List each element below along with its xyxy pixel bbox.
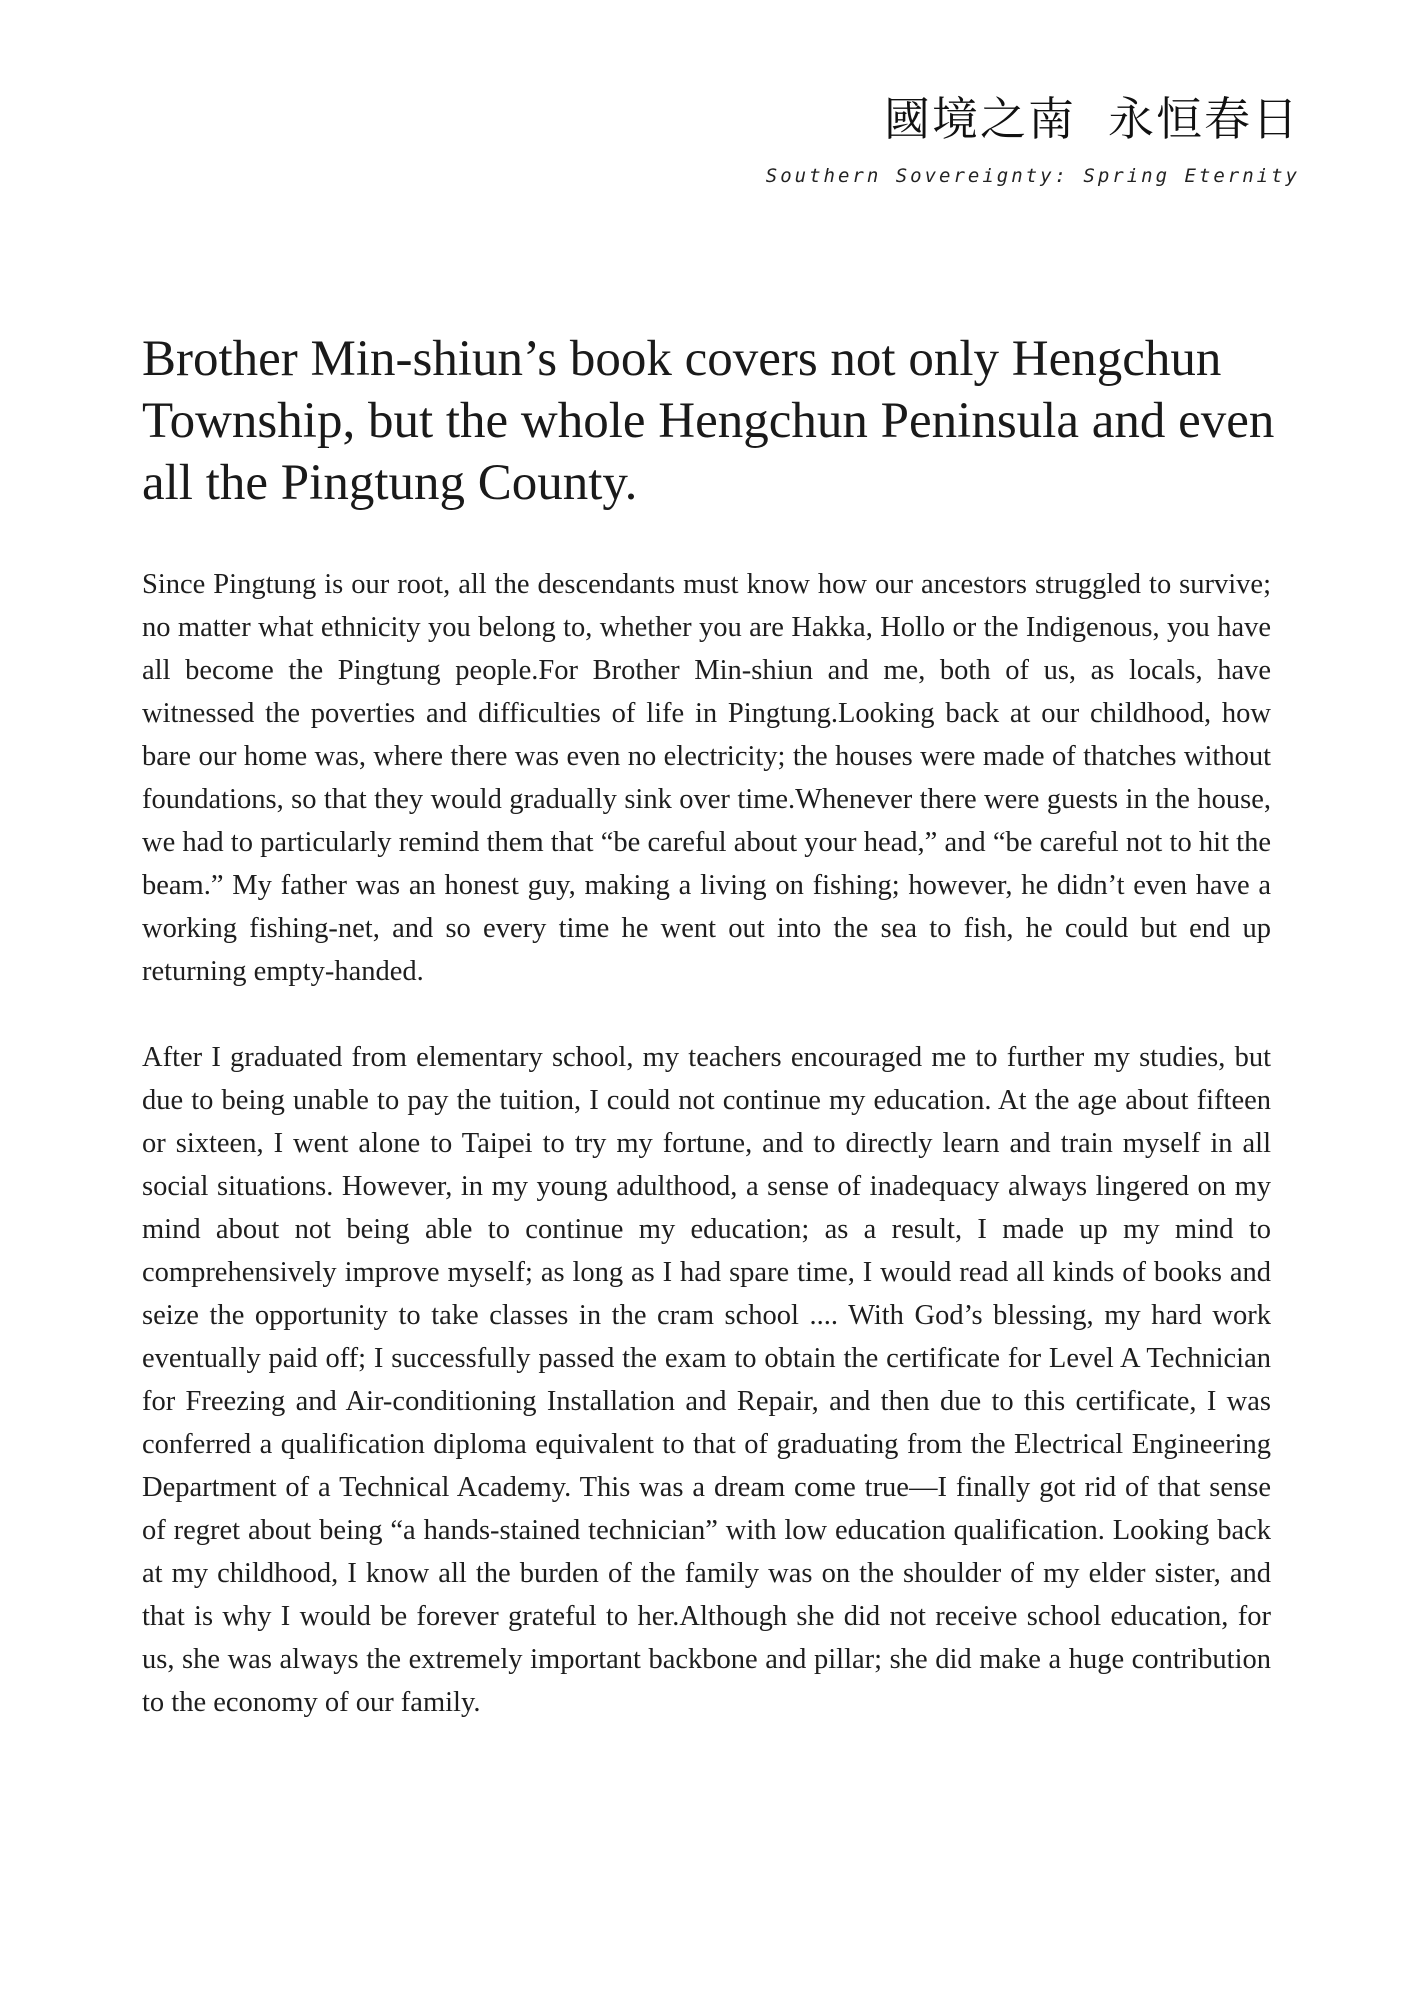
headline: Brother Min-shiun’s book covers not only Hengchun Township, but the whole Hengchun Peninsula and even all the Pingtung County.	[142, 331, 1275, 511]
english-subtitle: Southern Sovereignty: Spring Eternity	[765, 165, 1300, 188]
paragraph-2: After I graduated from elementary school, my teachers encouraged me to further my studies, but due to being unable to pay the tuition, I could not continue my education. At the age about fifteen or sixteen, I went alone to Taipei to try my fortune, and to directly learn and train myself in all social situations. However, in my young adulthood, a sense of inadequacy always lingered on my mind about not being able to continue my education; as a result, I made up my mind to comprehensively improve myself; as long as I had spare time, I would read all kinds of books and seize the opportunity to take classes in the cram school .... With God’s blessing, my hard work eventually paid off; I successfully passed the exam to obtain the certificate for Level A Technician for Freezing and Air-conditioning Installation and Repair, and then due to this certificate, I was conferred a qualification diploma equivalent to that of graduating from the Electrical Engineering Department of a Technical Academy. This was a dream come true—I finally got rid of that sense of regret about being “a hands-stained technician” with low education qualification. Looking back at my childhood, I know all the burden of the family was on the shoulder of my elder sister, and that is why I would be forever grateful to her.Although she did not receive school education, for us, she was always the extremely important backbone and pillar; she did make a huge contribution to the economy of our family.	[142, 1042, 1271, 1718]
body-text	[142, 563, 1271, 1767]
chinese-title-part2: 永恒春日	[1108, 92, 1300, 146]
chinese-title-part1: 國境之南	[884, 92, 1076, 146]
paragraph-1: Since Pingtung is our root, all the descendants must know how our ancestors struggled to survive; no matter what ethnicity you belong to, whether you are Hakka, Hollo or the Indigenous, you have all become the Pingtung people.For Brother Min-shiun and me, both of us, as locals, have witnessed the poverties and difficulties of life in Pingtung.Looking back at our childhood, how bare our home was, where there was even no electricity; the houses were made of thatches without foundations, so that they would gradually sink over time.Whenever there were guests in the house, we had to particularly remind them that “be careful about your head,” and “be careful not to hit the beam.” My father was an honest guy, making a living on fishing; however, he didn’t even have a working fishing-net, and so every time he went out into the sea to fish, he could but end up returning empty-handed.	[142, 569, 1271, 987]
chinese-title	[766, 92, 1300, 147]
page-header	[766, 92, 1300, 187]
